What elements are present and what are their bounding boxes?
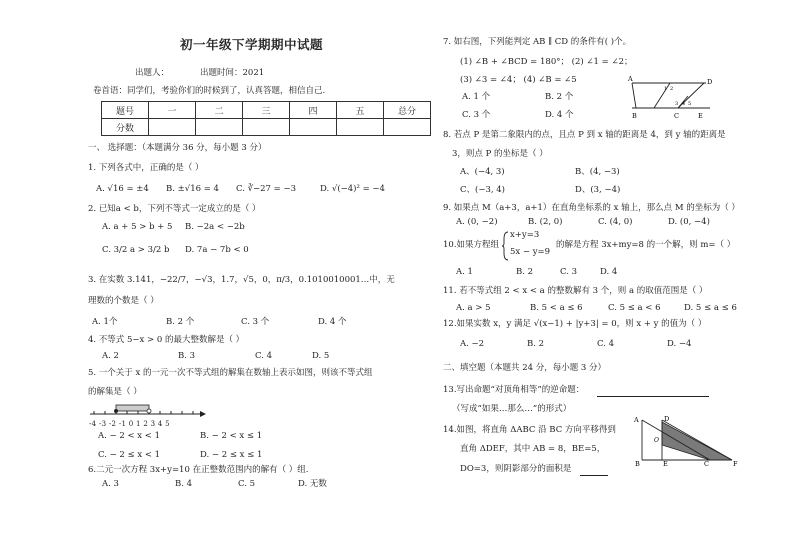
- q1-option-a[interactable]: A. √16 = ±4: [96, 184, 149, 194]
- q4-stem: 4. 不等式 5−x > 0 的最大整数解是（ ）: [88, 335, 245, 345]
- q7-angle-1: 1: [664, 86, 668, 92]
- q3-option-b[interactable]: B. 2 个: [166, 317, 195, 327]
- q10-option-c[interactable]: C. 3: [560, 267, 578, 277]
- q14-line-1: 14.如图，将直角 ΔABC 沿 BC 方向平移得到: [443, 425, 616, 435]
- q6-option-b[interactable]: B. 4: [175, 479, 193, 489]
- q7-label-c: C: [674, 112, 679, 120]
- q11-option-a[interactable]: A. a > 5: [456, 303, 491, 313]
- q12-option-a[interactable]: A. −2: [460, 339, 485, 349]
- q6-option-a[interactable]: A. 3: [102, 479, 119, 489]
- q12-option-b[interactable]: B. 2: [527, 339, 545, 349]
- q11-option-b[interactable]: B. 5 < a ≤ 6: [530, 303, 583, 313]
- score-table-header-row: [102, 102, 431, 119]
- q7-condition-3-4: (3) ∠3 = ∠4； (4) ∠B = ∠5: [460, 75, 577, 85]
- q2-option-b[interactable]: B. −2a < −2b: [185, 222, 245, 232]
- number-line-labels: -4 -3 -2 -1 0 1 2 3 4 5: [89, 420, 170, 428]
- section-2-heading: 二、填空题（本题共 24 分，每小题 3 分）: [443, 363, 607, 373]
- q14-label-a: A: [634, 416, 639, 424]
- q9-stem: 9. 如果点 M（a+3，a+1）在直角坐标系的 x 轴上，那么点 M 的坐标为（ ）: [443, 203, 740, 213]
- page-title: 初一年级下学期期中试题: [180, 37, 324, 52]
- score-input-4[interactable]: [290, 119, 337, 136]
- q5-stem-continued: 的解集是（ ）: [88, 387, 142, 397]
- q7-option-c[interactable]: C. 3 个: [462, 110, 491, 120]
- section-1-heading: 一、 选择题：（本题满分 36 分，每小题 3 分）: [88, 143, 267, 153]
- q2-stem: 2. 已知a < b，下列不等式一定成立的是（ ）: [88, 204, 261, 214]
- q9-option-d[interactable]: D. (0, −4): [668, 217, 710, 227]
- q7-label-e: E: [698, 112, 703, 120]
- q14-label-b: B: [635, 460, 640, 468]
- q14-label-e: E: [663, 460, 668, 468]
- q7-angle-5: 5: [688, 101, 692, 107]
- q8-option-d[interactable]: D、(3, −4): [575, 185, 621, 195]
- q5-option-b[interactable]: B. − 2 < x ≤ 1: [200, 431, 263, 441]
- q11-option-c[interactable]: C. 5 ≤ a < 6: [608, 303, 661, 313]
- q7-label-d: D: [707, 78, 713, 86]
- q8-option-c[interactable]: C、(−3, 4): [460, 185, 505, 195]
- q7-option-b[interactable]: B. 2 个: [545, 92, 574, 102]
- q3-stem: 3. 在实数 3.141，−22/7，−√3，1.7，√5，0，π/3，0.1010010001…中，无: [88, 275, 395, 285]
- q7-parallel-lines-figure: [628, 76, 718, 121]
- preface: 卷首语：同学们，考验你们的时候到了，认真答题，相信自己.: [93, 86, 326, 96]
- q3-option-a[interactable]: A. 1个: [92, 317, 118, 327]
- q9-option-b[interactable]: B. (2, 0): [528, 217, 563, 227]
- q10-option-d[interactable]: D. 4: [600, 267, 618, 277]
- q12-option-d[interactable]: D. −4: [667, 339, 692, 349]
- q2-option-c[interactable]: C. 3/2 a > 3/2 b: [102, 245, 170, 255]
- score-input-2[interactable]: [196, 119, 243, 136]
- q7-label-b: B: [632, 112, 637, 120]
- q14-answer-blank[interactable]: [580, 475, 608, 476]
- q14-label-c: C: [704, 460, 709, 468]
- q3-stem-continued: 理数的个数是（ ）: [88, 296, 159, 306]
- q3-option-c[interactable]: C. 3 个: [241, 317, 270, 327]
- q10-stem-prefix: 10.如果方程组: [443, 240, 500, 250]
- q8-option-b[interactable]: B、(4, −3): [575, 167, 620, 177]
- author-label: 出题人：: [135, 68, 170, 78]
- q2-option-d[interactable]: D. 7a − 7b < 0: [185, 245, 249, 255]
- q5-option-c[interactable]: C. − 2 ≤ x < 1: [98, 450, 161, 460]
- q1-stem: 1. 下列各式中，正确的是（ ）: [88, 163, 204, 173]
- q7-angle-4: 4: [682, 101, 686, 107]
- q14-line-2: 直角 ΔDEF，其中 AB = 8，BE=5，: [460, 444, 606, 454]
- score-input-3[interactable]: [243, 119, 290, 136]
- q4-option-a[interactable]: A. 2: [102, 351, 119, 361]
- q8-stem-continued: 3，则点 P 的坐标是（ ）: [452, 149, 548, 159]
- cell-part-1: 一: [149, 102, 196, 119]
- q1-option-d[interactable]: D. √(−4)² = −4: [320, 184, 385, 194]
- q7-label-a: A: [628, 75, 633, 83]
- q8-stem: 8. 若点 P 是第二象限内的点，且点 P 到 x 轴的距离是 4，到 y 轴的距离是: [443, 130, 726, 140]
- q2-option-a[interactable]: A. a + 5 > b + 5: [102, 222, 173, 232]
- q14-label-o: O: [654, 437, 659, 444]
- cell-part-3: 三: [243, 102, 290, 119]
- q13-hint: （写成“如果…那么…”的形式）: [452, 404, 572, 414]
- q14-label-d: D: [664, 415, 670, 423]
- cell-score-label: 分数: [102, 119, 149, 136]
- q1-option-c[interactable]: C. ∛−27 = −3: [236, 184, 297, 194]
- q7-option-a[interactable]: A. 1 个: [462, 92, 491, 102]
- q3-option-d[interactable]: D. 4 个: [318, 317, 347, 327]
- q7-stem: 7. 如右图，下列能判定 AB ∥ CD 的条件有( )个。: [443, 37, 632, 47]
- q5-option-d[interactable]: D. − 2 ≤ x ≤ 1: [200, 450, 263, 460]
- cell-question-number: 题号: [102, 102, 149, 119]
- q7-condition-1-2: (1) ∠B + ∠BCD = 180°； (2) ∠1 = ∠2；: [460, 57, 633, 67]
- q9-option-c[interactable]: C. (4, 0): [598, 217, 633, 227]
- q4-option-d[interactable]: D. 5: [312, 351, 330, 361]
- q6-stem: 6.二元一次方程 3x+y=10 在正整数范围内的解有（ ）组.: [88, 465, 309, 475]
- q10-equation-1: x+y=3: [510, 230, 540, 240]
- q14-translated-triangle-figure: [632, 414, 744, 466]
- q14-label-f: F: [733, 460, 738, 468]
- cell-part-4: 四: [290, 102, 337, 119]
- score-table: [101, 101, 431, 136]
- q7-angle-2: 2: [670, 86, 674, 92]
- score-input-total[interactable]: [384, 119, 431, 136]
- q12-option-c[interactable]: C. 4: [597, 339, 615, 349]
- q9-option-a[interactable]: A. (0, −2): [456, 217, 498, 227]
- q11-stem: 11. 若不等式组 2 < x < a 的整数解有 3 个，则 a 的取值范围是（ ）: [443, 286, 708, 296]
- q7-option-d[interactable]: D. 4 个: [545, 110, 574, 120]
- q10-stem-suffix: 的解是方程 3x+my=8 的一个解，则 m=（ ）: [556, 240, 736, 250]
- q13-stem: 13.写出命题“对顶角相等”的逆命题：: [443, 385, 585, 395]
- q10-option-a[interactable]: A. 1: [456, 267, 473, 277]
- q1-option-b[interactable]: B. ±√16 = 4: [166, 184, 219, 194]
- q5-option-a[interactable]: A. − 2 < x < 1: [98, 431, 161, 441]
- score-input-1[interactable]: [149, 119, 196, 136]
- system-brace-icon: [502, 231, 510, 261]
- cell-total: 总分: [384, 102, 431, 119]
- cell-part-5: 五: [337, 102, 384, 119]
- cell-part-2: 二: [196, 102, 243, 119]
- q7-angle-3: 3: [675, 101, 679, 107]
- exam-time: 出题时间：2021: [200, 68, 265, 78]
- q14-line-3: DO=3，则阴影部分的面积是: [460, 464, 572, 474]
- q4-option-b[interactable]: B. 3: [178, 351, 196, 361]
- q13-answer-blank[interactable]: [597, 396, 709, 397]
- q12-stem: 12.如果实数 x，y 满足 √(x−1) + |y+3| = 0，则 x + y 的值为（ ）: [443, 319, 707, 329]
- q10-equation-2: 5x − y=9: [510, 247, 551, 257]
- q8-option-a[interactable]: A、(−4, 3): [460, 167, 505, 177]
- score-table-score-row: [102, 119, 431, 136]
- q5-stem: 5. 一个关于 x 的一元一次不等式组的解集在数轴上表示如图，则该不等式组: [88, 368, 373, 378]
- q4-option-c[interactable]: C. 4: [255, 351, 273, 361]
- q6-option-c[interactable]: C. 5: [238, 479, 256, 489]
- score-input-5[interactable]: [337, 119, 384, 136]
- q6-option-d[interactable]: D. 无数: [298, 479, 327, 489]
- q10-option-b[interactable]: B. 2: [516, 267, 534, 277]
- q11-option-d[interactable]: D. 5 ≤ a ≤ 6: [684, 303, 737, 313]
